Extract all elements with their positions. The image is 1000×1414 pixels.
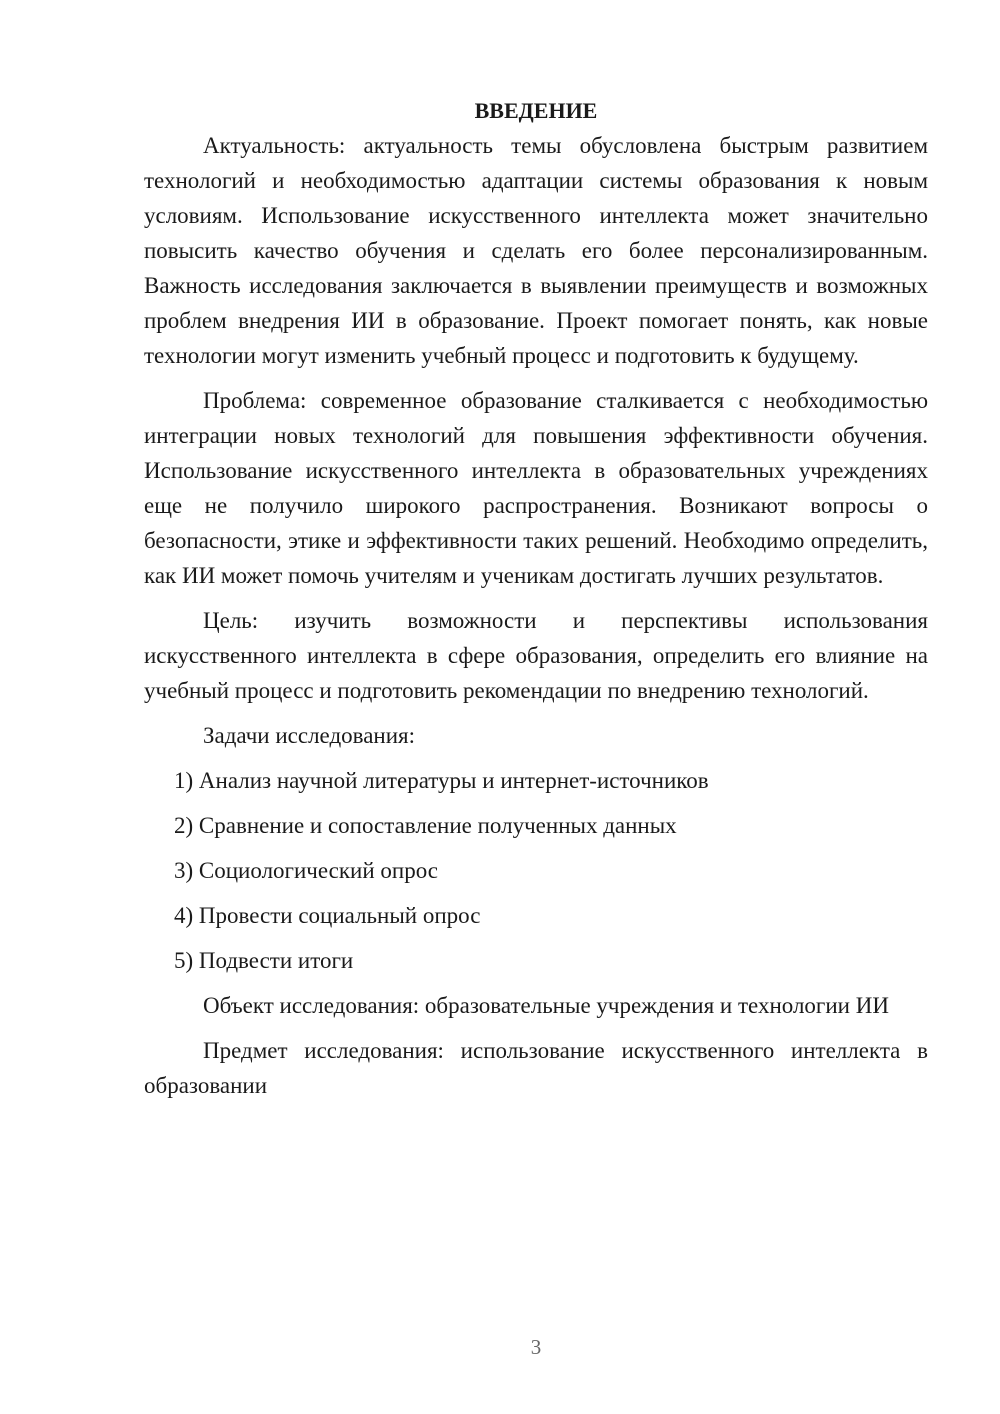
task-item: 1) Анализ научной литературы и интернет-источников <box>174 768 709 793</box>
subject-paragraph: Предмет исследования: использование искусственного интеллекта в образовании <box>144 1038 928 1098</box>
page-number: 3 <box>530 1335 542 1359</box>
relevance-paragraph: Актуальность: актуальность темы обусловлена быстрым развитием технологий и необходимостью адаптации системы образования к новым условиям. Использование искусственного интеллекта может значительно повысить качество обучения и сделать его более персонализированным. Важность исследования заключается в выявлении преимуществ и возможных проблем внедрения ИИ в образование. Проект помогает понять, как новые технологии могут изменить учебный процесс и подготовить к будущему. <box>144 133 928 368</box>
task-item: 4) Провести социальный опрос <box>174 903 481 928</box>
page-content <box>144 93 928 1103</box>
problem-paragraph: Проблема: современное образование сталкивается с необходимостью интеграции новых технологий для повышения эффективности обучения. Использование искусственного интеллекта в образовательных учреждениях еще не получило широкого распространения. Возникают вопросы о безопасности, этике и эффективности таких решений. Необходимо определить, как ИИ может помочь учителям и ученикам достигать лучших результатов. <box>144 388 928 588</box>
object-paragraph: Объект исследования: образовательные учреждения и технологии ИИ <box>203 993 889 1018</box>
task-item: 3) Социологический опрос <box>174 858 438 883</box>
tasks-list <box>144 763 928 978</box>
task-item: 5) Подвести итоги <box>174 948 354 973</box>
task-item: 2) Сравнение и сопоставление полученных данных <box>174 813 677 838</box>
section-title: ВВЕДЕНИЕ <box>474 98 598 123</box>
tasks-heading: Задачи исследования: <box>203 723 416 748</box>
goal-paragraph: Цель: изучить возможности и перспективы использования искусственного интеллекта в сфере образования, определить его влияние на учебный процесс и подготовить рекомендации по внедрению технологий. <box>144 608 928 703</box>
